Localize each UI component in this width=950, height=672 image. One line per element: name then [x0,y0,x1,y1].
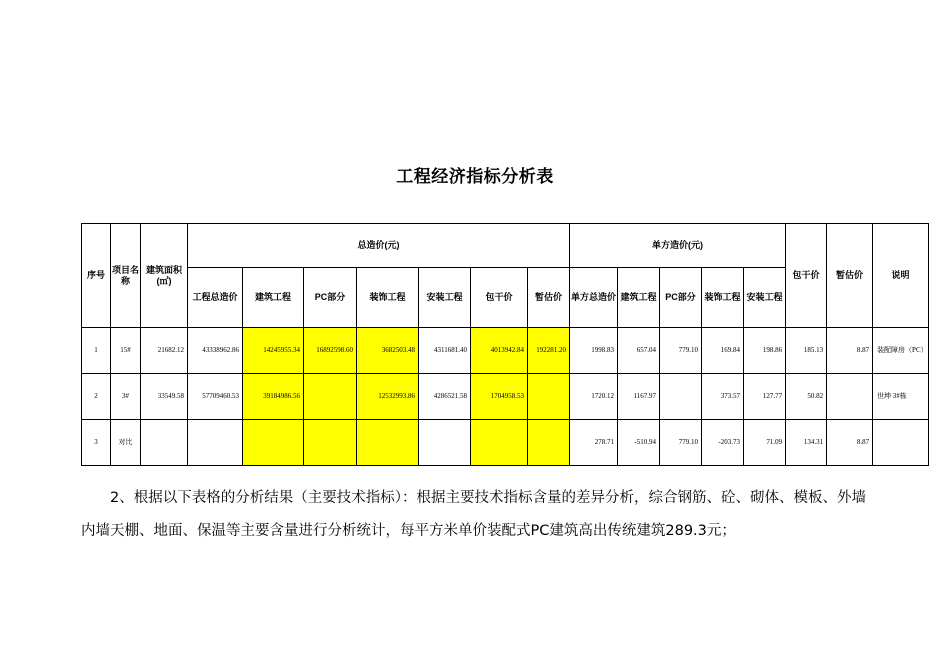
cell-total-building: 14245955.34 [243,328,304,374]
header-unit-cost-group: 单方造价(元) [570,224,786,268]
header-area: 建筑面积(㎡) [141,224,188,328]
header-unit-installation: 安装工程 [744,268,786,328]
cell-total-lump-sum: 4013942.84 [471,328,528,374]
cell-total-decoration [357,420,419,466]
analysis-paragraph: 2、根据以下表格的分析结果（主要技术指标）：根据主要技术指标含量的差异分析，综合钢筋、砼、砌体、模板、外墙内墙天棚、地面、保温等主要含量进行分析统计，每平方米单价装配式PC建筑高出传统建筑289.3元； [81,490,866,539]
cell-total-building [243,420,304,466]
header-total-cost: 工程总造价 [188,268,243,328]
header-total-provisional: 暂估价 [528,268,570,328]
header-project-name: 项目名称 [111,224,141,328]
cell-unit-pc [660,374,702,420]
cell-total-provisional [528,420,570,466]
cell-name: 对比 [111,420,141,466]
header-unit-lump-sum: 包干价 [786,224,827,328]
cell-total-installation: 4286521.58 [419,374,471,420]
cell-unit-building: 1167.97 [618,374,660,420]
cell-area: 33549.58 [141,374,188,420]
cell-unit-lump-sum: 50.82 [786,374,827,420]
cell-unit-pc: 779.10 [660,328,702,374]
cell-total-building: 39184986.56 [243,374,304,420]
table-row [82,328,929,374]
cell-unit-total: 278.71 [570,420,618,466]
cell-unit-decoration: -203.73 [702,420,744,466]
cell-seq: 2 [82,374,111,420]
cell-total-installation: 4311681.40 [419,328,471,374]
cell-total-pc: 16892598.60 [304,328,357,374]
header-total-cost-group: 总造价(元) [188,224,570,268]
cell-unit-pc: 779.10 [660,420,702,466]
header-unit-building: 建筑工程 [618,268,660,328]
cell-unit-decoration: 373.57 [702,374,744,420]
cell-unit-installation: 71.09 [744,420,786,466]
cell-total-provisional [528,374,570,420]
header-total-decoration: 装饰工程 [357,268,419,328]
cell-note [873,420,929,466]
table-row [82,374,929,420]
header-unit-pc: PC部分 [660,268,702,328]
header-total-pc: PC部分 [304,268,357,328]
cell-unit-installation: 198.86 [744,328,786,374]
table-row [82,420,929,466]
header-total-lump-sum: 包干价 [471,268,528,328]
cell-unit-installation: 127.77 [744,374,786,420]
cell-unit-provisional: 8.87 [827,420,873,466]
header-unit-provisional: 暂估价 [827,224,873,328]
cell-unit-lump-sum: 134.31 [786,420,827,466]
cell-area: 21682.12 [141,328,188,374]
cell-note: 装配障房（PC） [873,328,929,374]
header-seq: 序号 [82,224,111,328]
cell-total-provisional: 192281.20 [528,328,570,374]
cell-unit-provisional [827,374,873,420]
cost-index-table [81,223,929,466]
cell-unit-total: 1720.12 [570,374,618,420]
cell-unit-building: -510.94 [618,420,660,466]
cell-seq: 3 [82,420,111,466]
cell-total-cost: 57709460.53 [188,374,243,420]
cell-unit-provisional: 8.87 [827,328,873,374]
header-unit-total: 单方总造价 [570,268,618,328]
cell-total-lump-sum: 1704958.53 [471,374,528,420]
header-note: 说明 [873,224,929,328]
cell-total-cost: 43338962.86 [188,328,243,374]
cell-total-pc [304,420,357,466]
cell-unit-total: 1998.83 [570,328,618,374]
header-total-building: 建筑工程 [243,268,304,328]
cell-note: 世坤 3#栋 [873,374,929,420]
cell-seq: 1 [82,328,111,374]
cell-total-decoration: 12532993.86 [357,374,419,420]
cell-unit-decoration: 169.84 [702,328,744,374]
cell-name: 3# [111,374,141,420]
cell-area [141,420,188,466]
cell-total-installation [419,420,471,466]
header-unit-decoration: 装饰工程 [702,268,744,328]
cell-unit-lump-sum: 185.13 [786,328,827,374]
cell-total-decoration: 3682503.48 [357,328,419,374]
cell-total-cost [188,420,243,466]
cell-total-lump-sum [471,420,528,466]
cell-name: 15# [111,328,141,374]
cell-unit-building: 657.04 [618,328,660,374]
cell-total-pc [304,374,357,420]
header-total-installation: 安装工程 [419,268,471,328]
page-title: 工程经济指标分析表 [396,167,554,187]
